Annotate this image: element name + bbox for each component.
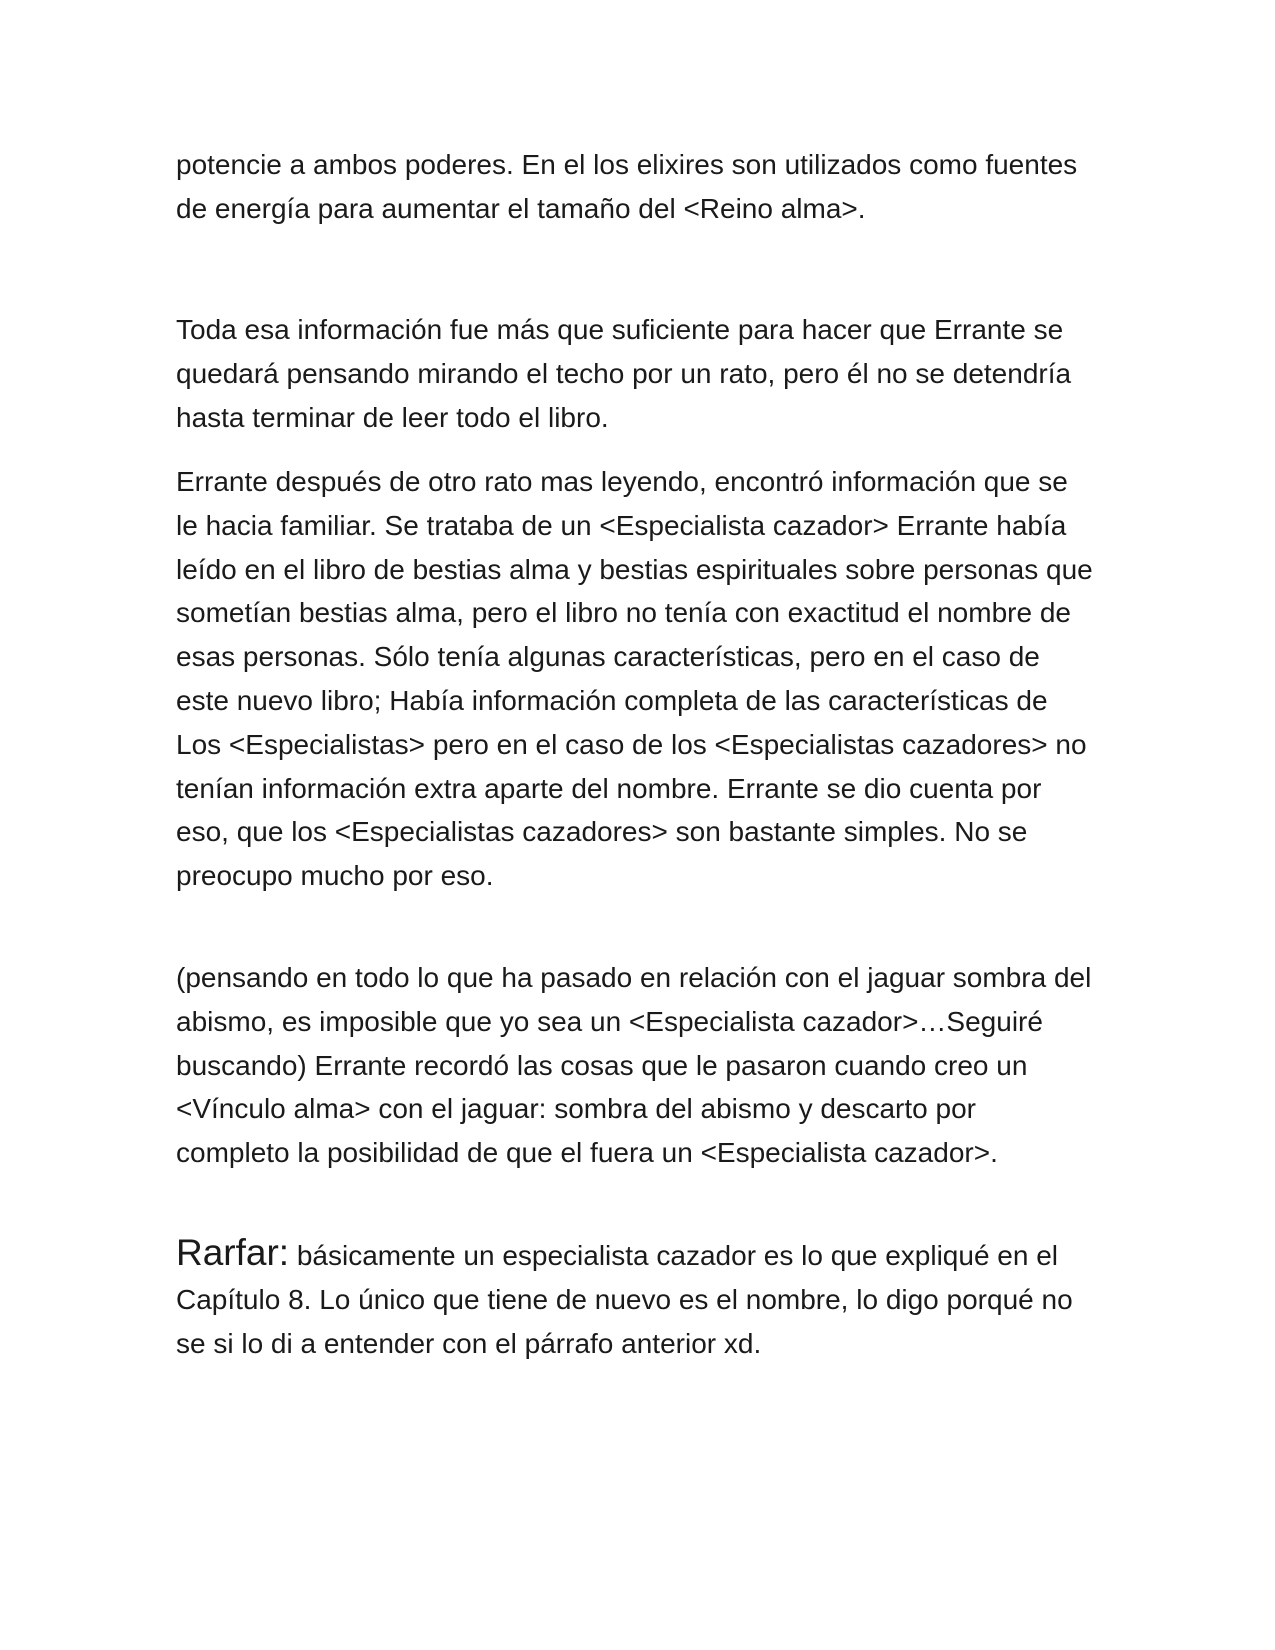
author-note-speaker: Rarfar:	[176, 1232, 290, 1273]
paragraph-3: Errante después de otro rato mas leyendo, encontró información que se le hacia familiar. Se trataba de un <Especialista cazador> Errante había leído en el libro de bestias alma y bestias espirituales sobre personas que sometían bestias alma, pero el libro no tenía con exactitud el nombre de esas personas. Sólo tenía algunas características, pero en el caso de este nuevo libro; Había información completa de las características de Los <Especialistas> pero en el caso de los <Especialistas cazadores> no tenían información extra aparte del nombre. Errante se dio cuenta por eso, que los <Especialistas cazadores> son bastante simples. No se preocupo mucho por eso.	[176, 466, 1093, 892]
paragraph-1: potencie a ambos poderes. En el los elixires son utilizados como fuentes de energía para aumentar el tamaño del <Reino alma>.	[176, 149, 1078, 224]
paragraph-4: (pensando en todo lo que ha pasado en relación con el jaguar sombra del abismo, es imposible que yo sea un <Especialista cazador>…Seguiré buscando) Errante recordó las cosas que le pasaron cuando creo un <Vínculo alma> con el jaguar: sombra del abismo y descarto por completo la posibilidad de que el fuera un <Especialista cazador>.	[176, 962, 1092, 1169]
paragraph-2: Toda esa información fue más que suficiente para hacer que Errante se quedará pensando mirando el techo por un rato, pero él no se detendría hasta terminar de leer todo el libro.	[176, 314, 1072, 433]
author-note	[176, 1234, 1096, 1365]
author-note-text: básicamente un especialista cazador es lo que expliqué en el Capítulo 8. Lo único que tiene de nuevo es el nombre, lo digo porqué no se si lo di a entender con el párrafo anterior xd.	[176, 1240, 1073, 1359]
